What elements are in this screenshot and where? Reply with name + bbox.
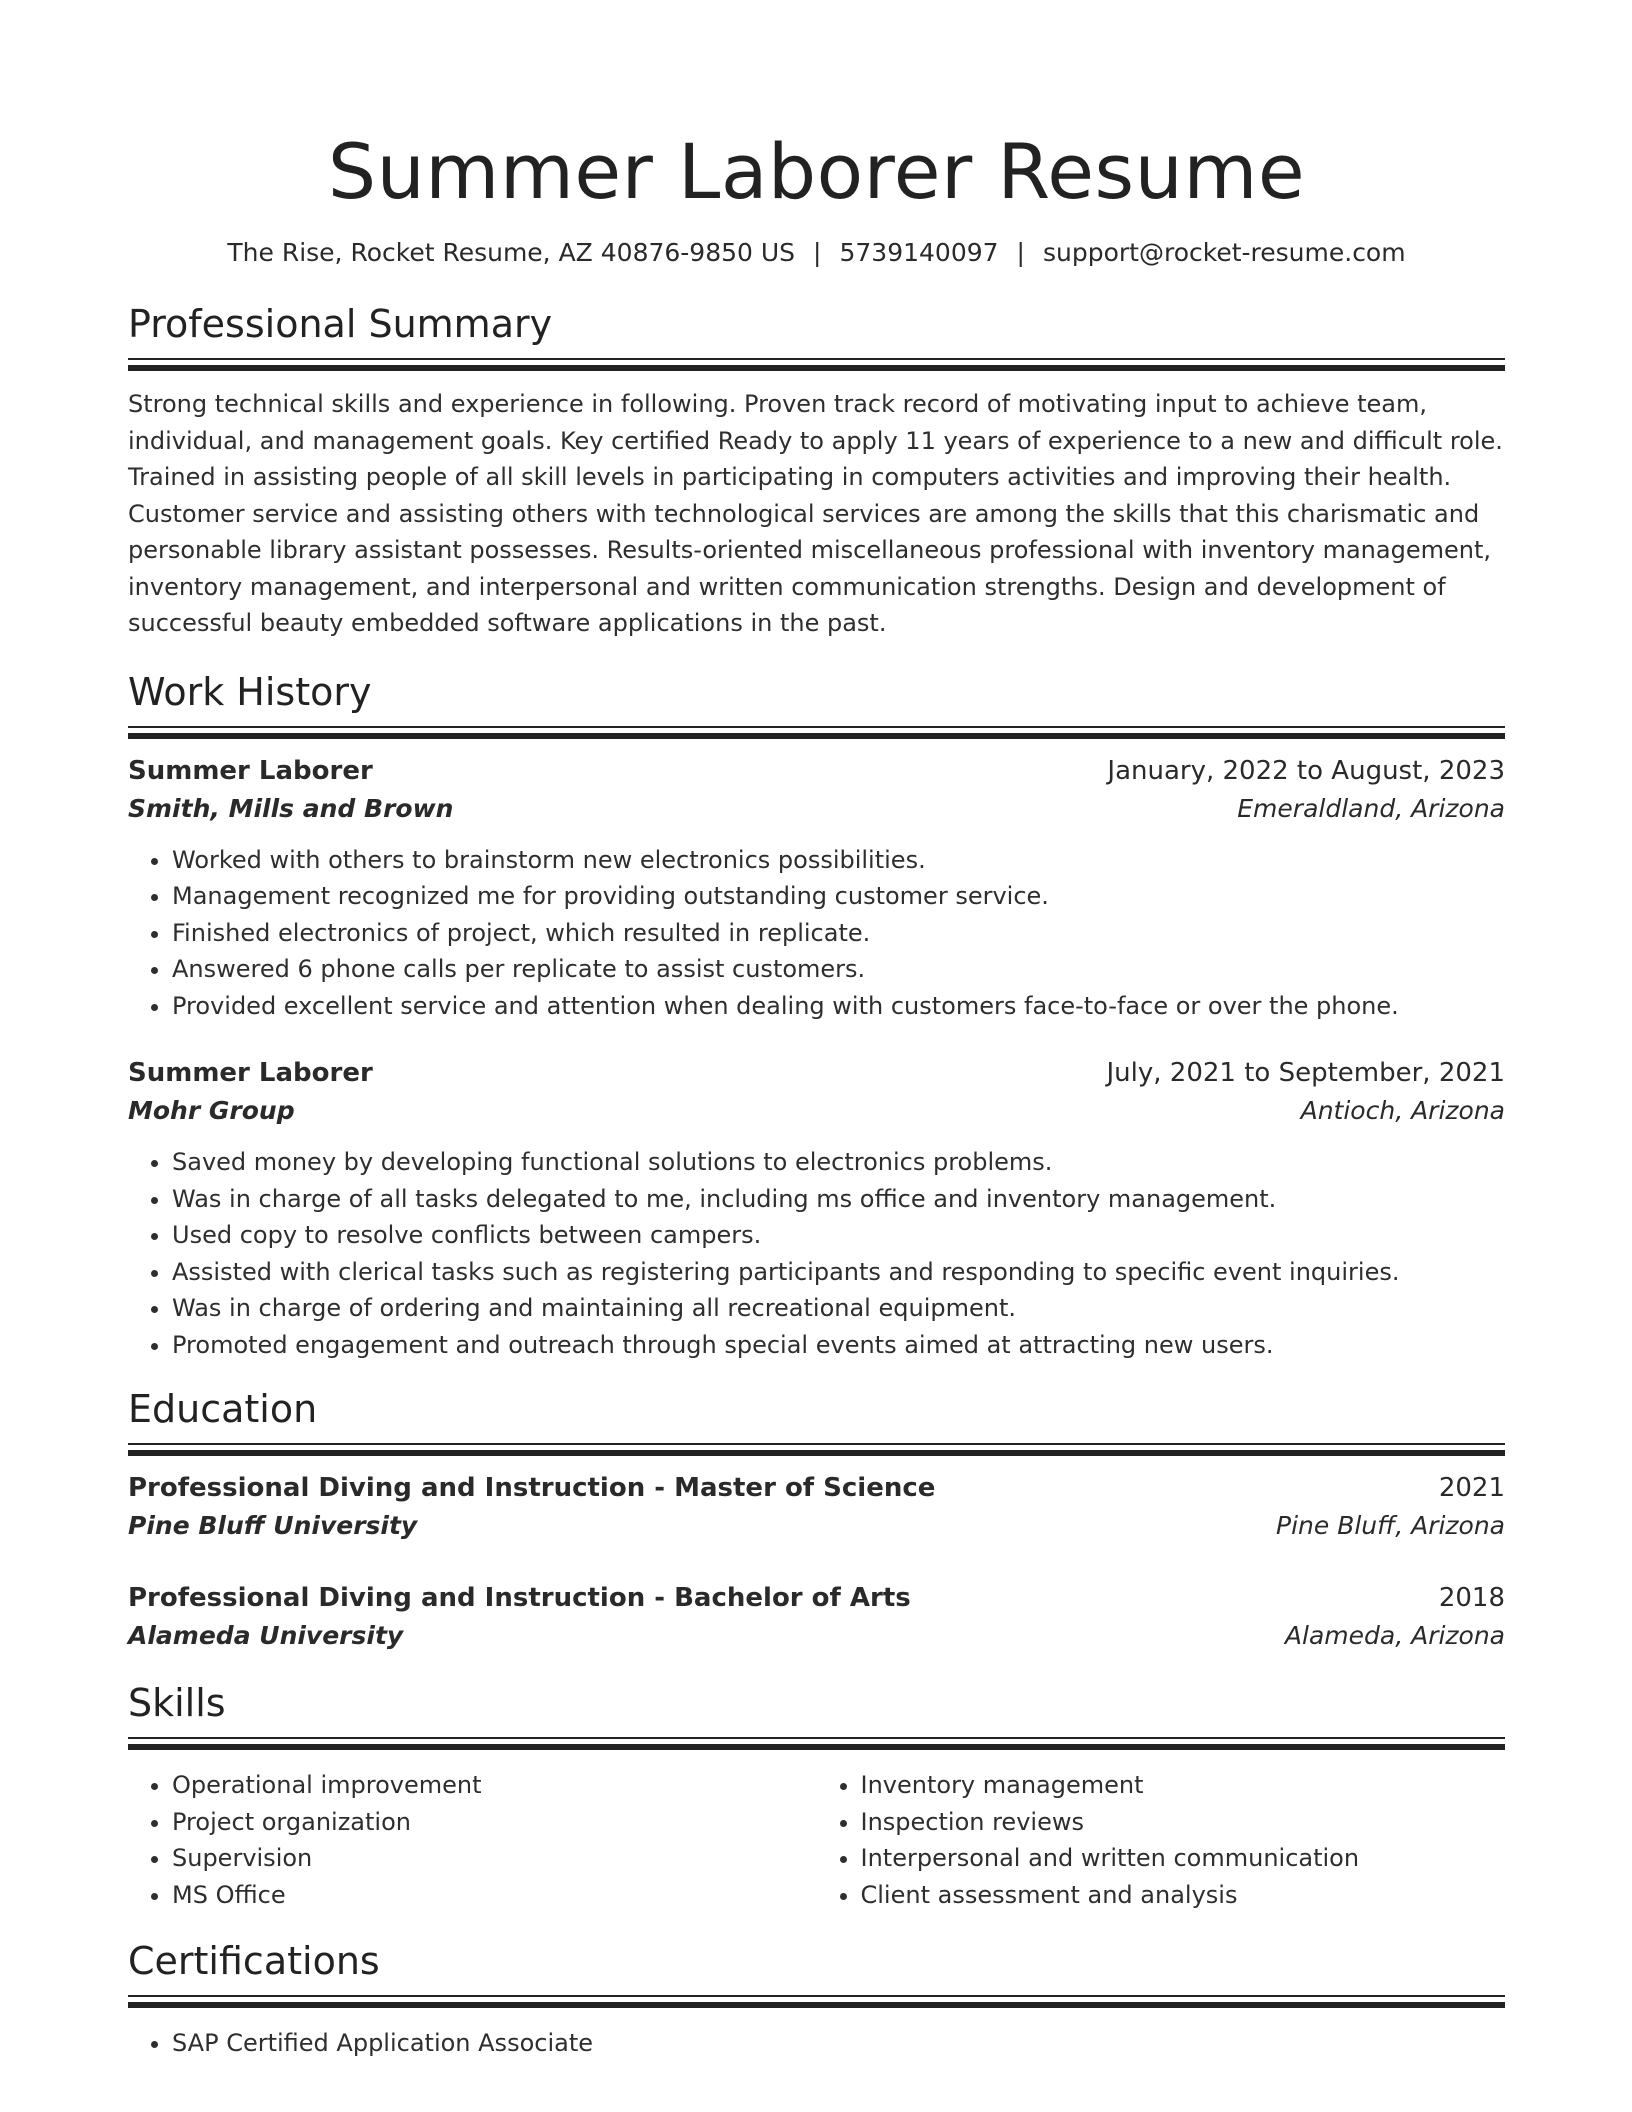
section-divider [128, 358, 1505, 372]
work-history-section [128, 668, 1505, 1364]
list-item: • Project organization [172, 1804, 817, 1841]
contact-line [128, 236, 1505, 270]
section-divider [128, 726, 1505, 740]
job-employer-row [128, 1092, 1505, 1130]
job-location: Antioch, Arizona [1300, 1096, 1505, 1125]
job-employer: Mohr Group [128, 1096, 295, 1125]
education-header-row [128, 1579, 1505, 1617]
list-item: • MS Office [172, 1877, 817, 1914]
contact-email: support@rocket-resume.com [1042, 238, 1406, 267]
skills-grid [128, 1767, 1505, 1913]
list-item: • Worked with others to brainstorm new electronics possibilities. [172, 842, 1505, 879]
job-entry [128, 752, 1505, 1025]
job-title: Summer Laborer [128, 755, 373, 786]
list-item: • Was in charge of ordering and maintaining all recreational equipment. [172, 1290, 1505, 1327]
job-dates: July, 2021 to September, 2021 [1106, 1058, 1505, 1088]
list-item: • Used copy to resolve conflicts between campers. [172, 1217, 1505, 1254]
contact-separator: | [1016, 238, 1025, 267]
list-item: • Answered 6 phone calls per replicate to assist customers. [172, 951, 1505, 988]
section-heading-education: Education [128, 1387, 318, 1431]
list-item: • Finished electronics of project, which resulted in replicate. [172, 915, 1505, 952]
list-item: • Inspection reviews [861, 1804, 1506, 1841]
summary-section [128, 300, 1505, 642]
list-item: • SAP Certified Application Associate [172, 2025, 1505, 2062]
education-location: Pine Bluff, Arizona [1276, 1511, 1505, 1540]
summary-text: Strong technical skills and experience in following. Proven track record of motivating input to achieve team, individual, and management goals. Key certified Ready to apply 11 years of experience to a new and difficult role. Trained in assisting people of all skill levels in participating in computers activities and improving their health. Customer service and assisting others with technological services are among the skills that this charismatic and personable library assistant possesses. Results-oriented miscellaneous professional with inventory management, inventory management, and interpersonal and written communication strengths. Design and development of successful beauty embedded software applications in the past. [128, 390, 1503, 637]
section-divider [128, 1995, 1505, 2009]
list-item: • Supervision [172, 1840, 817, 1877]
section-heading-summary: Professional Summary [128, 302, 553, 346]
section-heading-certifications: Certifications [128, 1939, 380, 1983]
job-location: Emeraldland, Arizona [1237, 793, 1505, 823]
education-entry [128, 1469, 1505, 1545]
certifications-list [128, 2025, 1505, 2062]
education-school: Alameda University [128, 1621, 404, 1650]
list-item: • Was in charge of all tasks delegated to me, including ms office and inventory management. [172, 1181, 1505, 1218]
education-year: 2021 [1438, 1473, 1505, 1503]
job-header-row [128, 1054, 1505, 1092]
section-divider [128, 1737, 1505, 1751]
job-dates: January, 2022 to August, 2023 [1107, 755, 1505, 786]
job-title: Summer Laborer [128, 1058, 373, 1088]
list-item: • Management recognized me for providing outstanding customer service. [172, 878, 1505, 915]
list-item: • Assisted with clerical tasks such as registering participants and responding to specific event inquiries. [172, 1254, 1505, 1291]
job-duties-list [128, 1144, 1505, 1363]
certifications-section [128, 1937, 1505, 2062]
education-section [128, 1385, 1505, 1655]
contact-address: The Rise, Rocket Resume, AZ 40876-9850 US [227, 238, 796, 267]
job-header-row [128, 752, 1505, 790]
education-school-row [128, 1617, 1505, 1655]
section-heading-work-history: Work History [128, 669, 372, 714]
education-degree: Professional Diving and Instruction - Bachelor of Arts [128, 1583, 911, 1613]
list-item: • Inventory management [861, 1767, 1506, 1804]
resume-title: Summer Laborer Resume [327, 127, 1306, 216]
list-item: • Promoted engagement and outreach through special events aimed at attracting new users. [172, 1327, 1505, 1364]
education-entry [128, 1579, 1505, 1655]
education-header-row [128, 1469, 1505, 1507]
skills-list-left [128, 1767, 817, 1913]
list-item: • Saved money by developing functional solutions to electronics problems. [172, 1144, 1505, 1181]
list-item: • Provided excellent service and attention when dealing with customers face-to-face or over the phone. [172, 988, 1505, 1025]
resume-page [128, 0, 1505, 2062]
job-duties-list [128, 842, 1505, 1025]
job-entry [128, 1054, 1505, 1363]
job-employer-row [128, 790, 1505, 828]
list-item: • Operational improvement [172, 1767, 817, 1804]
education-degree: Professional Diving and Instruction - Master of Science [128, 1473, 936, 1503]
list-item: • Client assessment and analysis [861, 1877, 1506, 1914]
list-item: • Interpersonal and written communication [861, 1840, 1506, 1877]
contact-phone: 5739140097 [839, 238, 999, 267]
education-year: 2018 [1438, 1583, 1505, 1613]
skills-list-right [817, 1767, 1506, 1913]
education-school: Pine Bluff University [128, 1511, 418, 1540]
education-school-row [128, 1507, 1505, 1545]
section-heading-skills: Skills [128, 1681, 226, 1725]
skills-section [128, 1679, 1505, 1913]
education-location: Alameda, Arizona [1284, 1621, 1505, 1650]
section-divider [128, 1443, 1505, 1457]
contact-separator: | [813, 238, 822, 267]
job-employer: Smith, Mills and Brown [128, 793, 454, 823]
